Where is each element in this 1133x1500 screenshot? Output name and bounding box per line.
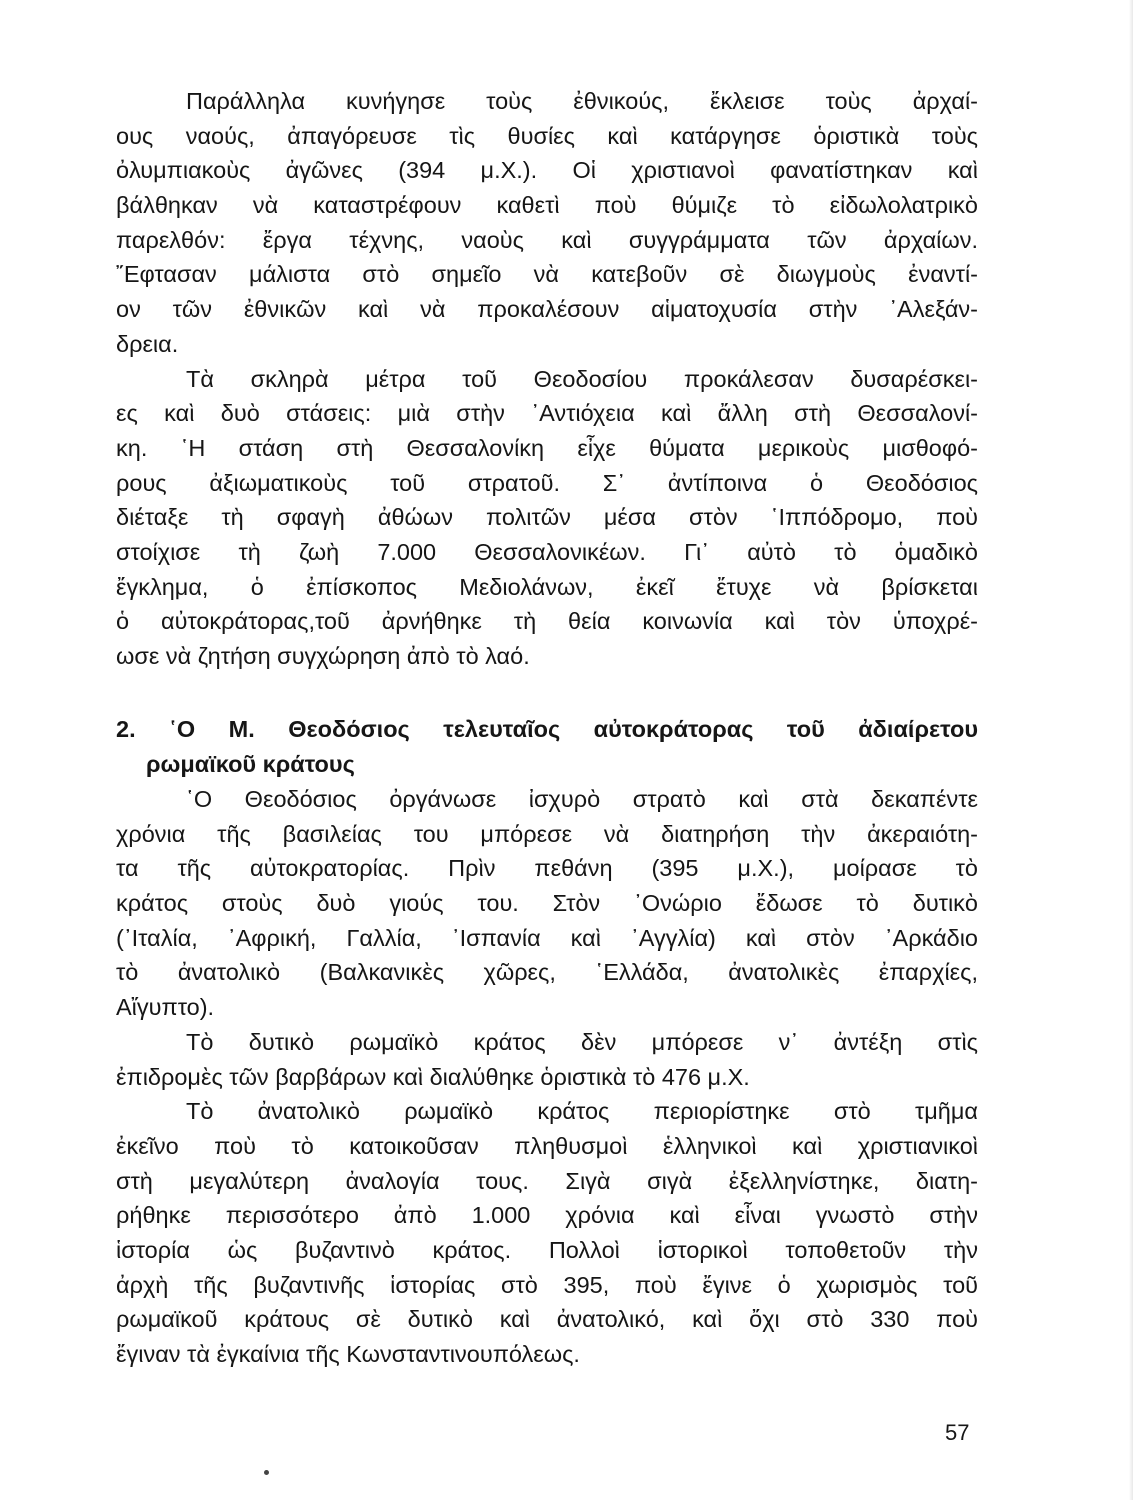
page-number: 57 [945, 1420, 970, 1445]
text-line: (᾿Ιταλία, ᾿Αφρική, Γαλλία, ᾿Ισπανία καὶ ᾿Αγγλία) καὶ στὸν ᾿Αρκάδιο [116, 924, 978, 951]
text-line: διέταξε τὴ σφαγὴ ἀθώων πολιτῶν μέσα στὸν ῾Ιππόδρομο, ποὺ [116, 504, 978, 531]
text-line: κη. ῾Η στάση στὴ Θεσσαλονίκη εἶχε θύματα μερικοὺς μισθοφό- [116, 434, 978, 461]
text-line: ἱστορία ὡς βυζαντινὸ κράτος. Πολλοὶ ἱστορικοὶ τοποθετοῦν τὴν [116, 1236, 978, 1263]
text-line: ρήθηκε περισσότερο ἀπὸ 1.000 χρόνια καὶ εἶναι γνωστὸ στὴν [116, 1202, 978, 1229]
text-line: δρεια. [116, 330, 179, 357]
text-line: Αἴγυπτο). [116, 994, 215, 1021]
section-heading [116, 712, 978, 781]
text-line: στοίχισε τὴ ζωὴ 7.000 Θεσσαλονικέων. Γι᾿ αὐτὸ τὸ ὁμαδικὸ [116, 538, 978, 565]
text-line: ες καὶ δυὸ στάσεις: μιὰ στὴν ᾿Αντιόχεια καὶ ἄλλη στὴ Θεσσαλονί- [116, 400, 978, 427]
text-line: Τὸ ἀνατολικὸ ρωμαϊκὸ κράτος περιορίστηκε στὸ τμῆμα [186, 1098, 978, 1125]
text-line: ρους ἀξιωματικοὺς τοῦ στρατοῦ. Σ᾿ ἀντίποινα ὁ Θεοδόσιος [116, 469, 978, 496]
text-line: ρωμαϊκοῦ κράτους σὲ δυτικὸ καὶ ἀνατολικό, καὶ ὄχι στὸ 330 ποὺ [116, 1306, 978, 1333]
bottom-text-block [116, 782, 978, 1372]
section-heading-line: 2. ῾Ο Μ. Θεοδόσιος τελευταῖος αὐτοκράτορας τοῦ ἀδιαίρετου [116, 716, 978, 742]
paragraph-western-empire [116, 1025, 978, 1094]
paragraph-persecution [116, 84, 978, 362]
text-line: ἔγκλημα, ὁ ἐπίσκοπος Μεδιολάνων, ἐκεῖ ἔτυχε νὰ βρίσκεται [116, 573, 978, 600]
section-heading-line: ρωμαϊκοῦ κράτους [146, 750, 355, 777]
paragraph-eastern-empire [116, 1094, 978, 1372]
text-line: στὴ μεγαλύτερη ἀναλογία τους. Σιγὰ σιγὰ ἐξελληνίστηκε, διατη- [116, 1167, 978, 1194]
scan-speck [264, 1470, 269, 1475]
top-text-block [116, 84, 978, 674]
text-line: Τὸ δυτικὸ ρωμαϊκὸ κράτος δὲν μπόρεσε ν᾿ ἀντέξη στὶς [186, 1028, 978, 1055]
paragraph-division [116, 782, 978, 1025]
text-line: ῾Ο Θεοδόσιος ὀργάνωσε ἰσχυρὸ στρατὸ καὶ στὰ δεκαπέντε [186, 786, 978, 812]
text-line: ἔγιναν τὰ ἐγκαίνια τῆς Κωνσταντινουπόλεως. [116, 1341, 580, 1367]
text-line: ους ναούς, ἀπαγόρευσε τὶς θυσίες καὶ κατάργησε ὁριστικὰ τοὺς [116, 122, 978, 149]
text-line: ἀρχὴ τῆς βυζαντινῆς ἱστορίας στὸ 395, ποὺ ἔγινε ὁ χωρισμὸς τοῦ [116, 1271, 978, 1298]
text-line: κράτος στοὺς δυὸ γιούς του. Στὸν ᾿Ονώριο ἔδωσε τὸ δυτικὸ [116, 890, 978, 917]
text-line: χρόνια τῆς βασιλείας του μπόρεσε νὰ διατηρήση τὴν ἀκεραιότη- [116, 820, 978, 847]
text-line: ωσε νὰ ζητήση συγχώρηση ἀπὸ τὸ λαό. [116, 643, 530, 669]
text-line: βάλθηκαν νὰ καταστρέφουν καθετὶ ποὺ θύμιζε τὸ εἰδωλολατρικὸ [116, 192, 978, 219]
text-line: ἐπιδρομὲς τῶν βαρβάρων καὶ διαλύθηκε ὁριστικὰ τὸ 476 μ.Χ. [116, 1063, 750, 1090]
paragraph-revolts [116, 362, 978, 674]
text-line: τὸ ἀνατολικὸ (Βαλκανικὲς χῶρες, ῾Ελλάδα, ἀνατολικὲς ἐπαρχίες, [116, 959, 978, 986]
text-line: ἐκεῖνο ποὺ τὸ κατοικοῦσαν πληθυσμοὶ ἑλληνικοὶ καὶ χριστιανικοὶ [116, 1132, 978, 1159]
page-edge-shadow [1129, 0, 1133, 1500]
text-line: ὀλυμπιακοὺς ἀγῶνες (394 μ.Χ.). Οἱ χριστιανοὶ φανατίστηκαν καὶ [116, 157, 978, 184]
text-line: ῎Εφτασαν μάλιστα στὸ σημεῖο νὰ κατεβοῦν σὲ διωγμοὺς ἐναντί- [116, 261, 978, 288]
text-line: ὁ αὐτοκράτορας,τοῦ ἀρνήθηκε τὴ θεία κοινωνία καὶ τὸν ὑποχρέ- [116, 608, 978, 635]
text-line: τα τῆς αὐτοκρατορίας. Πρὶν πεθάνη (395 μ.Χ.), μοίρασε τὸ [116, 855, 978, 882]
text-line: ον τῶν ἐθνικῶν καὶ νὰ προκαλέσουν αἱματοχυσία στὴν ᾿Αλεξάν- [116, 296, 978, 323]
text-line: παρελθόν: ἔργα τέχνης, ναοὺς καὶ συγγράμματα τῶν ἀρχαίων. [116, 226, 978, 253]
text-line: Παράλληλα κυνήγησε τοὺς ἐθνικούς, ἔκλεισε τοὺς ἀρχαί- [186, 88, 978, 114]
text-line: Τὰ σκληρὰ μέτρα τοῦ Θεοδοσίου προκάλεσαν δυσαρέσκει- [186, 365, 978, 392]
